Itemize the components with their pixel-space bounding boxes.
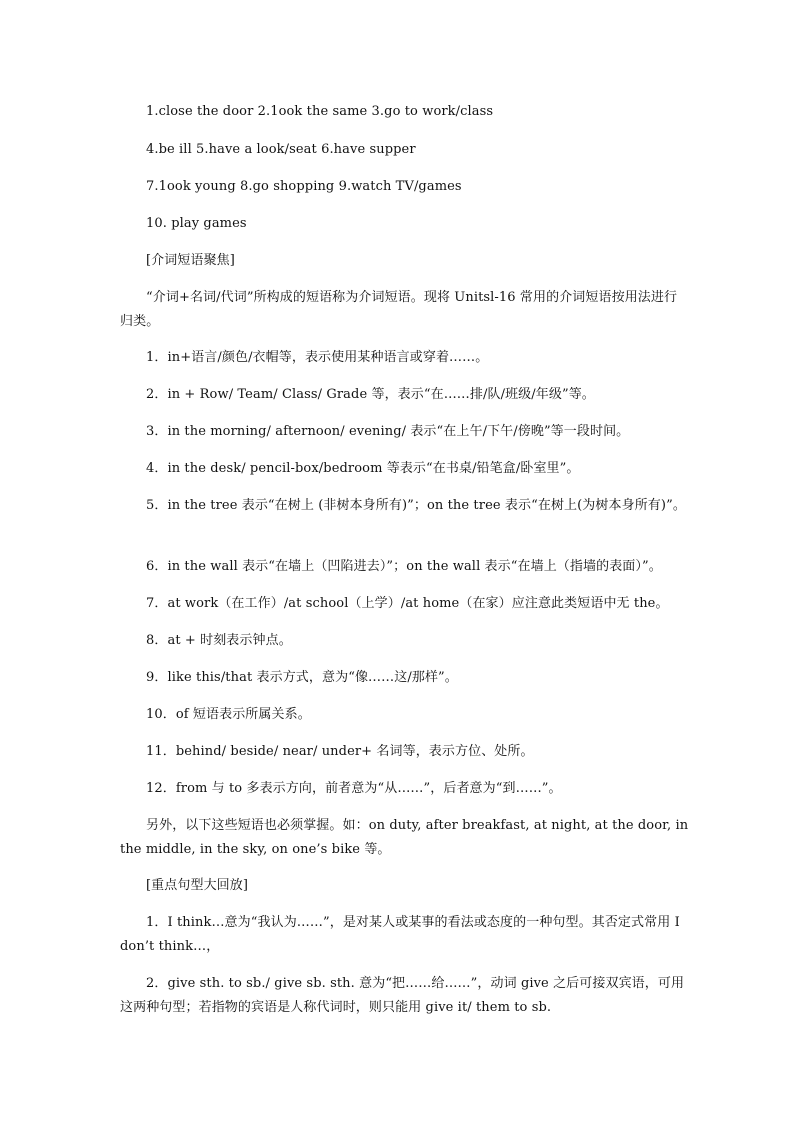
phrase-list-line-3: 7.1ook young 8.go shopping 9.watch TV/games — [146, 179, 462, 194]
rule-item-11: 11．behind/ beside/ near/ under+ 名词等，表示方位、处所。 — [146, 744, 534, 759]
intro-paragraph: “介词+名词/代词”所构成的短语称为介词短语。现将 Unitsl-16 常用的介词短语按用法进行归类。 — [120, 290, 678, 329]
sentence-pattern-2: 2．give sth. to sb./ give sb. sth. 意为“把……给……”，动词 give 之后可接双宾语，可用这两种句型；若指物的宾语是人称代词时，则只能用 give it/ them to sb. — [120, 976, 685, 1015]
sentence-pattern-1: 1．I think…意为“我认为……”，是对某人或某事的看法或态度的一种句型。其否定式常用 I don’t think…， — [120, 915, 680, 954]
rule-item-1: 1．in+语言/颜色/衣帽等，表示使用某种语言或穿着……。 — [146, 350, 489, 365]
rule-item-7: 7．at work（在工作）/at school（上学）/at home（在家）应注意此类短语中无 the。 — [146, 596, 669, 611]
rule-item-2: 2．in + Row/ Team/ Class/ Grade 等，表示“在……排/队/班级/年级”等。 — [146, 387, 595, 402]
section-heading-prepositional-phrases: [介词短语聚焦] — [146, 253, 235, 268]
rule-item-9: 9．like this/that 表示方式，意为“像……这/那样”。 — [146, 670, 458, 685]
additional-phrases-paragraph: 另外，以下这些短语也必须掌握。如：on duty, after breakfast, at night, at the door, in the middle, in the sky, on one’s bike 等。 — [120, 818, 689, 857]
rule-item-4: 4．in the desk/ pencil-box/bedroom 等表示“在书桌/铅笔盒/卧室里”。 — [146, 461, 580, 476]
rule-item-3: 3．in the morning/ afternoon/ evening/ 表示“在上午/下午/傍晚”等一段时间。 — [146, 424, 630, 439]
rule-item-8: 8．at + 时刻表示钟点。 — [146, 633, 292, 648]
section-heading-key-sentence-patterns: [重点句型大回放] — [146, 878, 249, 893]
phrase-list-line-2: 4.be ill 5.have a look/seat 6.have supper — [146, 142, 416, 157]
rule-item-5: 5．in the tree 表示“在树上 (非树本身所有)”；on the tree 表示“在树上(为树本身所有)”。 — [146, 498, 686, 513]
rule-item-12: 12．from 与 to 多表示方向，前者意为“从……”，后者意为“到……”。 — [146, 781, 562, 796]
rule-item-6: 6．in the wall 表示“在墙上（凹陷进去）”；on the wall 表示“在墙上（指墙的表面）”。 — [146, 559, 662, 574]
phrase-list-line-1: 1.close the door 2.1ook the same 3.go to work/class — [146, 104, 494, 119]
phrase-list-line-4: 10. play games — [146, 216, 247, 231]
rule-item-10: 10．of 短语表示所属关系。 — [146, 707, 311, 722]
